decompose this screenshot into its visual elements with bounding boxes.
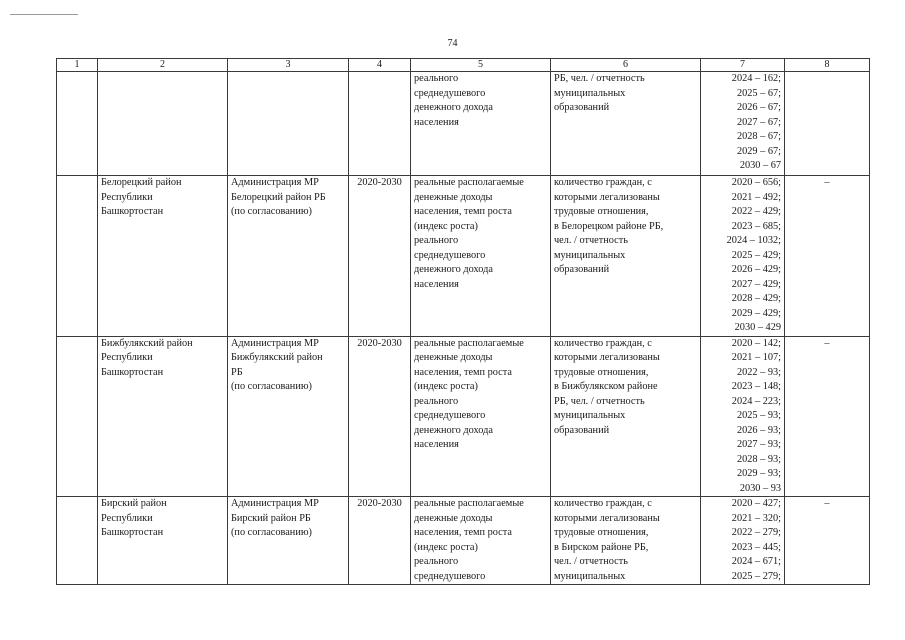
- cell-line: Республики: [101, 352, 153, 363]
- cell-period: 2020-2030: [349, 336, 411, 497]
- cell-line: реального: [414, 235, 459, 246]
- cell-line: 2026 – 429;: [731, 264, 781, 275]
- cell-line: 2030 – 67: [739, 160, 781, 171]
- page-number: 74: [447, 38, 458, 49]
- cell-line: муниципальных: [554, 249, 626, 261]
- cell-line: образований: [554, 264, 610, 275]
- cell-line: 2020 – 142;: [731, 337, 781, 349]
- cell-line: количество граждан, с: [554, 337, 652, 349]
- cell-line: 2027 – 67;: [736, 116, 781, 128]
- cell-line: 2025 – 93;: [736, 410, 781, 421]
- cell-number: [57, 336, 98, 497]
- cell-note: –: [785, 176, 870, 337]
- cell-line: 2028 – 429;: [731, 293, 781, 304]
- cell-line: 2020 – 427;: [731, 498, 781, 509]
- cell-line: образований: [554, 102, 610, 113]
- cell-line: Администрация МР: [231, 498, 319, 509]
- cell-line: Белорецкий район РБ: [231, 191, 326, 203]
- cell-line: (по согласованию): [231, 381, 312, 392]
- cell-measure: [551, 336, 701, 497]
- cell-line: населения: [414, 439, 459, 450]
- column-header: 4: [349, 59, 411, 72]
- cell-line: Башкортостан: [101, 206, 164, 217]
- cell-line: 2023 – 685;: [731, 220, 781, 232]
- cell-line: количество граждан, с: [554, 177, 652, 188]
- cell-administration: [228, 72, 349, 176]
- cell-line: 2030 – 429: [734, 322, 781, 333]
- cell-district: [98, 176, 228, 337]
- cell-line: трудовые отношения,: [554, 206, 649, 217]
- cell-line: Республики: [101, 191, 153, 203]
- cell-line: Башкортостан: [101, 527, 164, 538]
- cell-line: денежные доходы: [414, 352, 493, 363]
- cell-line: 2024 – 223;: [731, 395, 781, 407]
- cell-line: 2029 – 429;: [731, 307, 781, 319]
- column-header: 1: [57, 59, 98, 72]
- cell-line: 2024 – 1032;: [726, 235, 781, 246]
- cell-line: денежного дохода: [414, 424, 493, 436]
- cell-line: денежные доходы: [414, 191, 493, 203]
- cell-line: Бижбулякский район: [101, 337, 193, 349]
- cell-line: 2023 – 445;: [731, 541, 781, 553]
- column-header: 6: [551, 59, 701, 72]
- cell-line: денежные доходы: [414, 512, 493, 524]
- cell-target-values: [701, 72, 785, 176]
- cell-line: населения: [414, 278, 459, 290]
- cell-district: [98, 336, 228, 497]
- column-header: 5: [411, 59, 551, 72]
- cell-line: населения, темп роста: [414, 206, 512, 217]
- cell-line: 2028 – 67;: [736, 131, 781, 142]
- cell-indicator: [411, 497, 551, 585]
- cell-line: Бирский район РБ: [231, 512, 311, 524]
- cell-line: реального: [414, 556, 459, 567]
- cell-line: 2028 – 93;: [736, 453, 781, 465]
- cell-line: 2029 – 93;: [736, 468, 781, 479]
- cell-note: –: [785, 336, 870, 497]
- cell-measure: [551, 497, 701, 585]
- column-header: 2: [98, 59, 228, 72]
- cell-line: реальные располагаемые: [414, 337, 524, 349]
- cell-line: населения, темп роста: [414, 527, 512, 538]
- cell-line: (индекс роста): [414, 381, 478, 392]
- cell-line: количество граждан, с: [554, 498, 652, 509]
- cell-line: 2030 – 93: [739, 482, 781, 494]
- cell-line: денежного дохода: [414, 264, 493, 275]
- cell-line: 2021 – 492;: [731, 191, 781, 203]
- cell-line: Бижбулякский район: [231, 352, 323, 363]
- cell-line: 2026 – 67;: [736, 102, 781, 113]
- cell-line: муниципальных: [554, 570, 626, 582]
- table-row: [57, 176, 870, 337]
- cell-target-values: [701, 336, 785, 497]
- cell-line: реального: [414, 395, 459, 407]
- cell-line: которыми легализованы: [554, 512, 660, 524]
- cell-period: 2020-2030: [349, 176, 411, 337]
- cell-target-values: [701, 176, 785, 337]
- cell-line: 2022 – 279;: [731, 527, 781, 538]
- cell-line: реальные располагаемые: [414, 177, 524, 188]
- cell-line: которыми легализованы: [554, 191, 660, 203]
- cell-line: 2021 – 320;: [731, 512, 781, 524]
- cell-line: 2024 – 671;: [731, 556, 781, 567]
- cell-line: (индекс роста): [414, 220, 478, 232]
- cell-line: чел. / отчетность: [554, 235, 628, 246]
- cell-line: (индекс роста): [414, 541, 478, 553]
- cell-note: [785, 72, 870, 176]
- cell-line: среднедушевого: [414, 570, 486, 582]
- cell-line: в Бирском районе РБ,: [554, 541, 649, 553]
- cell-note: –: [785, 497, 870, 585]
- data-table: [56, 58, 870, 585]
- column-number-row: [57, 59, 870, 72]
- cell-district: [98, 497, 228, 585]
- cell-line: 2022 – 93;: [736, 366, 781, 378]
- cell-administration: [228, 176, 349, 337]
- cell-line: РБ: [231, 366, 243, 378]
- cell-line: (по согласованию): [231, 206, 312, 217]
- column-header: 8: [785, 59, 870, 72]
- cell-line: трудовые отношения,: [554, 527, 649, 538]
- cell-indicator: [411, 176, 551, 337]
- table-row: [57, 336, 870, 497]
- cell-period: [349, 72, 411, 176]
- cell-line: денежного дохода: [414, 102, 493, 113]
- column-header: 7: [701, 59, 785, 72]
- cell-line: среднедушевого: [414, 249, 486, 261]
- cell-line: Администрация МР: [231, 177, 319, 188]
- cell-line: 2022 – 429;: [731, 206, 781, 217]
- cell-line: 2021 – 107;: [731, 352, 781, 363]
- cell-line: Бирский район: [101, 498, 167, 509]
- cell-line: трудовые отношения,: [554, 366, 649, 378]
- cell-administration: [228, 336, 349, 497]
- cell-target-values: [701, 497, 785, 585]
- cell-line: населения, темп роста: [414, 366, 512, 378]
- cell-district: [98, 72, 228, 176]
- cell-measure: [551, 72, 701, 176]
- cell-line: Администрация МР: [231, 337, 319, 349]
- cell-line: РБ, чел. / отчетность: [554, 73, 645, 84]
- cell-line: муниципальных: [554, 410, 626, 421]
- cell-administration: [228, 497, 349, 585]
- table-row: [57, 497, 870, 585]
- table-row: [57, 72, 870, 176]
- cell-line: реального: [414, 73, 459, 84]
- cell-line: которыми легализованы: [554, 352, 660, 363]
- cell-indicator: [411, 72, 551, 176]
- cell-line: в Бижбулякском районе: [554, 381, 658, 392]
- cell-line: 2023 – 148;: [731, 381, 781, 392]
- cell-period: 2020-2030: [349, 497, 411, 585]
- cell-line: 2026 – 93;: [736, 424, 781, 436]
- cell-measure: [551, 176, 701, 337]
- cell-line: (по согласованию): [231, 527, 312, 538]
- cell-line: 2027 – 93;: [736, 439, 781, 450]
- cell-line: в Белорецком районе РБ,: [554, 220, 664, 232]
- column-header: 3: [228, 59, 349, 72]
- cell-line: чел. / отчетность: [554, 556, 628, 567]
- cell-line: 2025 – 279;: [731, 570, 781, 582]
- cell-line: среднедушевого: [414, 87, 486, 99]
- cell-line: муниципальных: [554, 87, 626, 99]
- cell-line: 2024 – 162;: [731, 73, 781, 84]
- cell-line: РБ, чел. / отчетность: [554, 395, 645, 407]
- cell-number: [57, 497, 98, 585]
- cell-line: Республики: [101, 512, 153, 524]
- cell-number: [57, 72, 98, 176]
- cell-line: среднедушевого: [414, 410, 486, 421]
- cell-line: 2025 – 429;: [731, 249, 781, 261]
- cell-indicator: [411, 336, 551, 497]
- cell-line: 2025 – 67;: [736, 87, 781, 99]
- cell-line: 2027 – 429;: [731, 278, 781, 290]
- scan-corner-mark: [10, 14, 78, 15]
- cell-number: [57, 176, 98, 337]
- cell-line: населения: [414, 116, 459, 128]
- cell-line: Башкортостан: [101, 366, 164, 378]
- cell-line: реальные располагаемые: [414, 498, 524, 509]
- cell-line: 2029 – 67;: [736, 145, 781, 157]
- cell-line: 2020 – 656;: [731, 177, 781, 188]
- cell-line: Белорецкий район: [101, 177, 182, 188]
- cell-line: образований: [554, 424, 610, 436]
